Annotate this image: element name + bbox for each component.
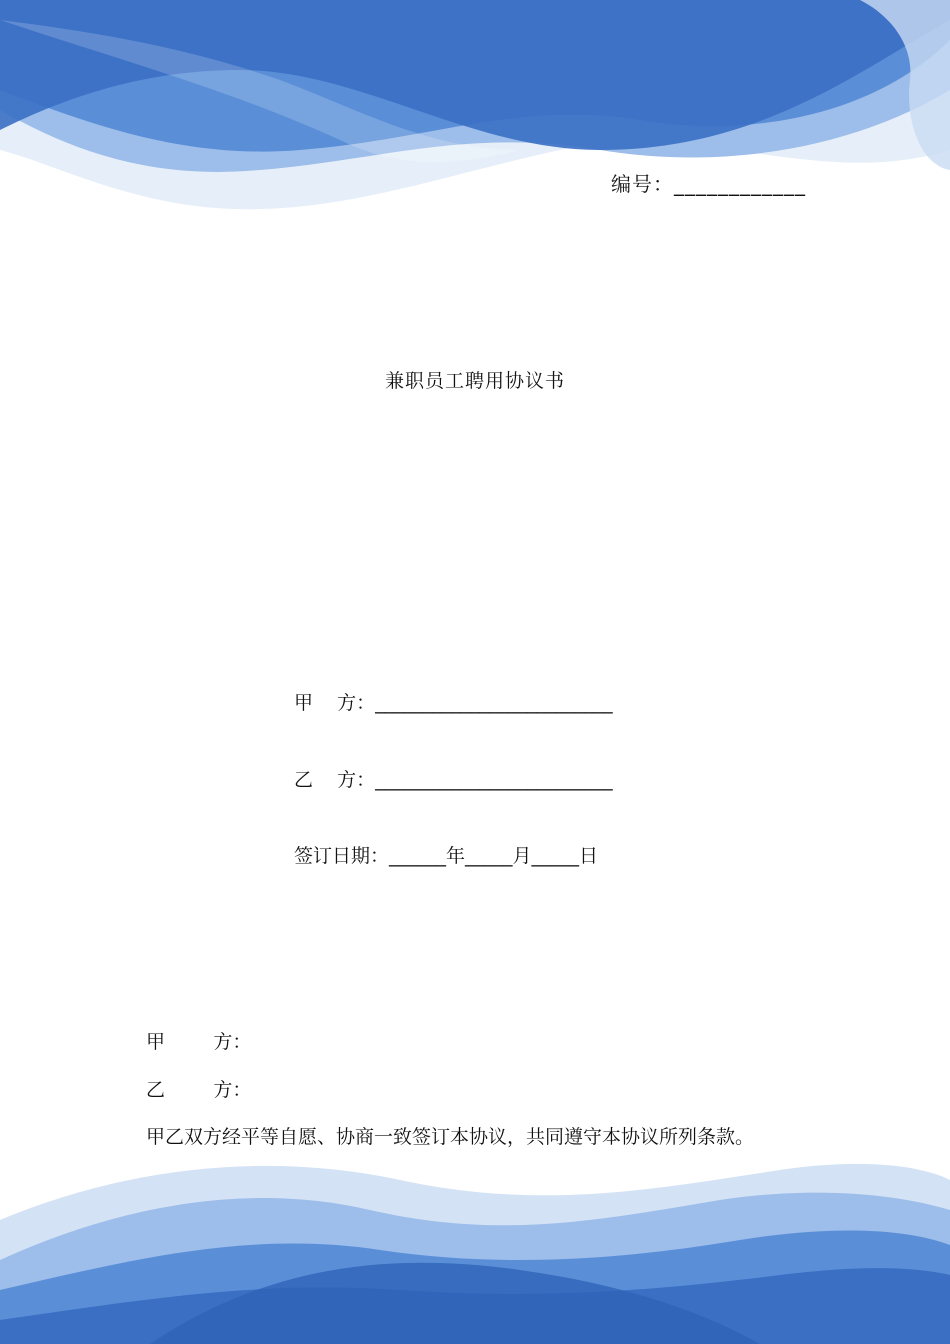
- body-party-a-label: 甲 方：: [146, 1031, 252, 1053]
- body-party-b-label: 乙 方：: [146, 1079, 252, 1101]
- document-title: 兼职员工聘用协议书: [384, 370, 565, 392]
- cover-party-b-line: 乙 方：_________________________: [294, 769, 613, 791]
- top-wave-decoration: [0, 0, 950, 320]
- serial-number-field: 编号：____________: [611, 172, 806, 196]
- cover-party-a-line: 甲 方：_________________________: [294, 692, 613, 714]
- bottom-wave-decoration: [0, 1150, 950, 1344]
- signing-date-line: 签订日期：______年_____月_____日: [294, 845, 599, 867]
- agreement-paragraph: 甲乙双方经平等自愿、协商一致签订本协议，共同遵守本协议所列条款。: [146, 1126, 755, 1148]
